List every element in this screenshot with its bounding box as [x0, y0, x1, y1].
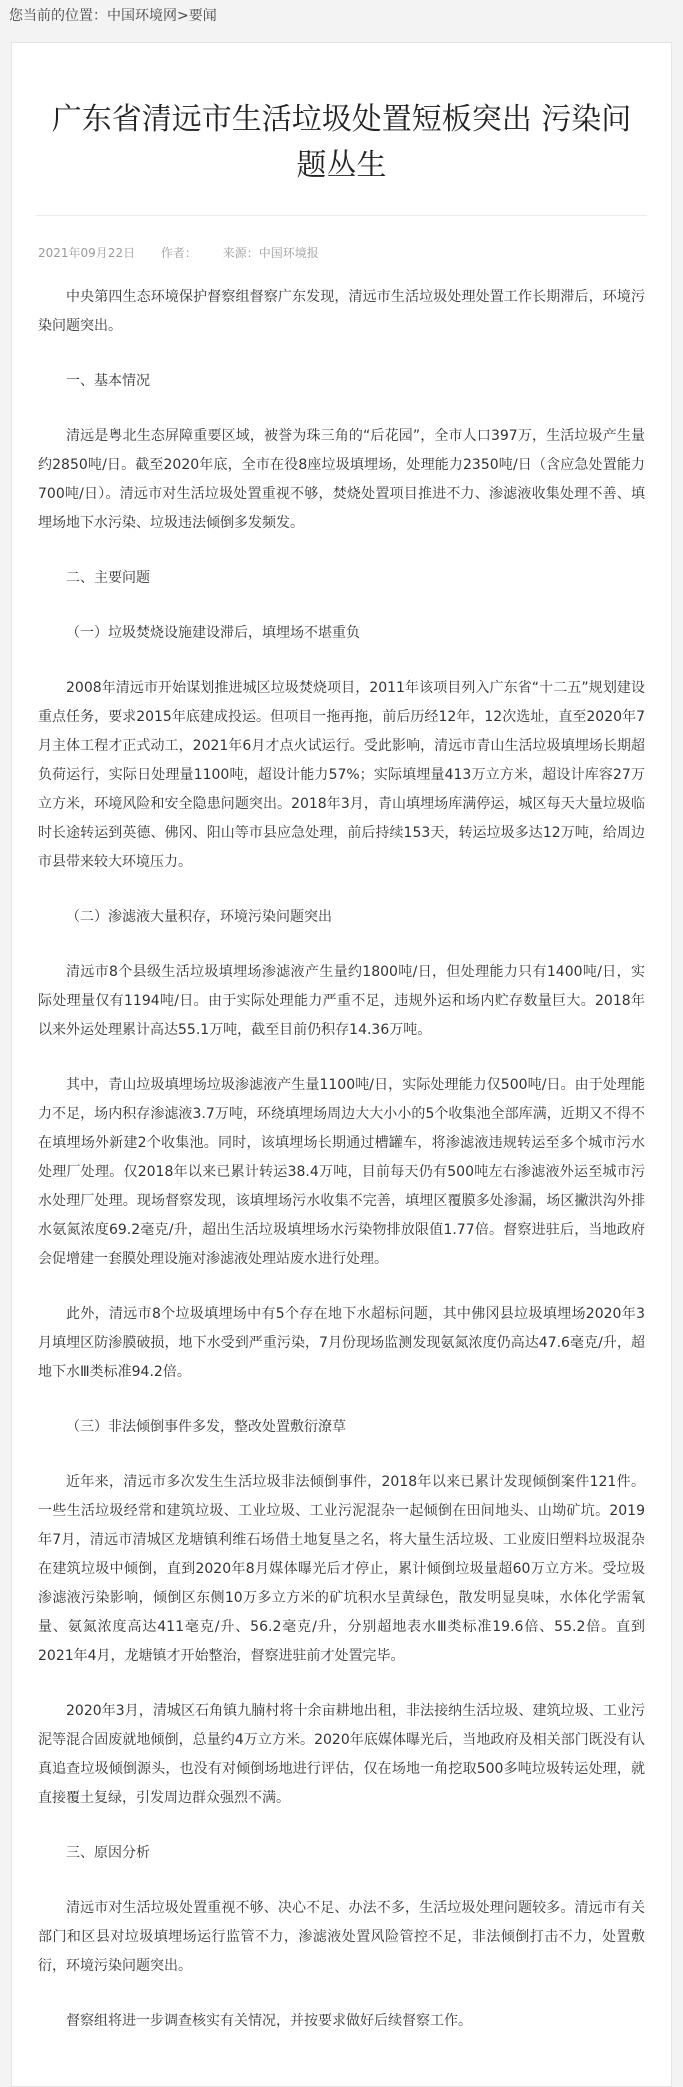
breadcrumb-home-link[interactable]: 中国环境网	[107, 8, 177, 24]
subsection-heading-1: （一）垃圾焚烧设施建设滞后，填埋场不堪重负	[66, 625, 360, 641]
paragraph-8: 2020年3月，清城区石角镇九腩村将十余亩耕地出租，非法接纳生活垃圾、建筑垃圾、工业污泥等混合固废就地倾倒，总量约4万立方米。2020年底媒体曝光后，当地政府及相关部门既没有认真追查垃圾倾倒源头，也没有对倾倒场地进行评估，仅在场地一角挖取500多吨垃圾转运处理，就直接覆土复绿，引发周边群众强烈不满。	[38, 1703, 645, 1806]
paragraph-10: 督察组将进一步调查核实有关情况，并按要求做好后续督察工作。	[66, 2013, 472, 2029]
breadcrumb-separator: >	[177, 8, 189, 24]
paragraph-7: 近年来，清远市多次发生生活垃圾非法倾倒事件，2018年以来已累计发现倾倒案件121件。一些生活垃圾经常和建筑垃圾、工业垃圾、工业污泥混杂一起倾倒在田间地头、山坳矿坑。2019年7月，清远市清城区龙塘镇利维石场借土地复垦之名，将大量生活垃圾、工业废旧塑料垃圾混杂在建筑垃圾中倾倒，直到2020年8月媒体曝光后才停止，累计倾倒垃圾量超60万立方米。受垃圾渗滤液污染影响，倾倒区东侧10万多立方米的矿坑积水呈黄绿色，散发明显臭味，水体化学需氧量、氨氮浓度高达411毫克/升、56.2毫克/升，分别超地表水Ⅲ类标准19.6倍、55.2倍。直到2021年4月，龙塘镇才开始整治，督察进驻前才处置完毕。	[38, 1474, 645, 1664]
article-meta	[36, 215, 647, 261]
section-heading-2: 二、主要问题	[66, 570, 150, 586]
source-value: 中国环境报	[258, 246, 319, 260]
paragraph-5: 其中，青山垃圾填埋场垃圾渗滤液产生量1100吨/日，实际处理能力仅500吨/日。由于处理能力不足，场内积存渗滤液3.7万吨，环绕填埋场周边大大小小的5个收集池全部库满，近期又不得不在填埋场外新建2个收集池。同时，该填埋场长期通过槽罐车，将渗滤液违规转运至多个城市污水处理厂处理。仅2018年以来已累计转运38.4万吨，目前每天仍有500吨左右渗滤液外运至城市污水处理厂处理。现场督察发现，该填埋场污水收集不完善，填埋区覆膜多处渗漏，场区撇洪沟外排水氨氮浓度69.2毫克/升，超出生活垃圾填埋场水污染物排放限值1.77倍。督察进驻后，当地政府会促增建一套膜处理设施对渗滤液处理站废水进行处理。	[38, 1077, 645, 1267]
subsection-heading-2: （二）渗滤液大量积存，环境污染问题突出	[66, 909, 332, 925]
article-date: 2021年09月22日	[38, 246, 136, 260]
paragraph-9: 清远市对生活垃圾处置重视不够、决心不足、办法不多，生活垃圾处理问题较多。清远市有关部门和区县对垃圾填埋场运行监管不力，渗滤液处置风险管控不足，非法倾倒打击不力，处置敷衍，环境污染问题突出。	[38, 1900, 645, 1974]
breadcrumb-section-link[interactable]: 要闻	[188, 8, 217, 24]
article-body	[36, 283, 647, 2036]
source-label: 来源：	[222, 246, 259, 260]
paragraph-4: 清远市8个县级生活垃圾填埋场渗滤液产生量约1800吨/日，但处理能力只有1400吨/日，实际处理量仅有1194吨/日。由于实际处理能力严重不足，违规外运和场内贮存数量巨大。2018年以来外运处理累计高达55.1万吨，截至目前仍积存14.36万吨。	[38, 964, 645, 1038]
article-source	[223, 246, 319, 260]
article-title: 广东省清远市生活垃圾处置短板突出 污染问题丛生	[51, 102, 632, 183]
paragraph-3: 2008年清远市开始谋划推进城区垃圾焚烧项目，2011年该项目列入广东省“十二五”规划建设重点任务，要求2015年底建成投运。但项目一拖再拖，前后历经12年，12次选址，直至2020年7月主体工程才正式动工，2021年6月才点火试运行。受此影响，清远市青山生活垃圾填埋场长期超负荷运行，实际日处理量1100吨，超设计能力57%；实际填埋量413万立方米，超设计库容27万立方米，环境风险和安全隐患问题突出。2018年3月，青山填埋场库满停运，城区每天大量垃圾临时长途转运到英德、佛冈、阳山等市县应急处理，前后持续153天，转运垃圾多达12万吨，给周边市县带来较大环境压力。	[38, 680, 645, 870]
subsection-heading-3: （三）非法倾倒事件多发，整改处置敷衍潦草	[66, 1419, 346, 1435]
article-card	[11, 42, 672, 2087]
paragraph-2: 清远是粤北生态屏障重要区域，被誉为珠三角的“后花园”，全市人口397万，生活垃圾产生量约2850吨/日。截至2020年底，全市在役8座垃圾填埋场，处理能力2350吨/日（含应急处置能力700吨/日）。清远市对生活垃圾处置重视不够，焚烧处置项目推进不力、渗滤液收集处理不善、填埋场地下水污染、垃圾违法倾倒多发频发。	[38, 428, 645, 531]
paragraph-6: 此外，清远市8个垃圾填埋场中有5个存在地下水超标问题，其中佛冈县垃圾填埋场2020年3月填埋区防渗膜破损，地下水受到严重污染，7月份现场监测发现氨氮浓度仍高达47.6毫克/升，超地下水Ⅲ类标准94.2倍。	[38, 1306, 645, 1380]
section-heading-3: 三、原因分析	[66, 1845, 150, 1861]
breadcrumb-prefix: 您当前的位置：	[9, 8, 107, 24]
paragraph-1: 中央第四生态环境保护督察组督察广东发现，清远市生活垃圾处理处置工作长期滞后，环境污染问题突出。	[38, 289, 645, 334]
author-label: 作者：	[160, 246, 197, 260]
breadcrumb	[0, 0, 683, 36]
article-author	[161, 246, 197, 260]
section-heading-1: 一、基本情况	[66, 373, 150, 389]
